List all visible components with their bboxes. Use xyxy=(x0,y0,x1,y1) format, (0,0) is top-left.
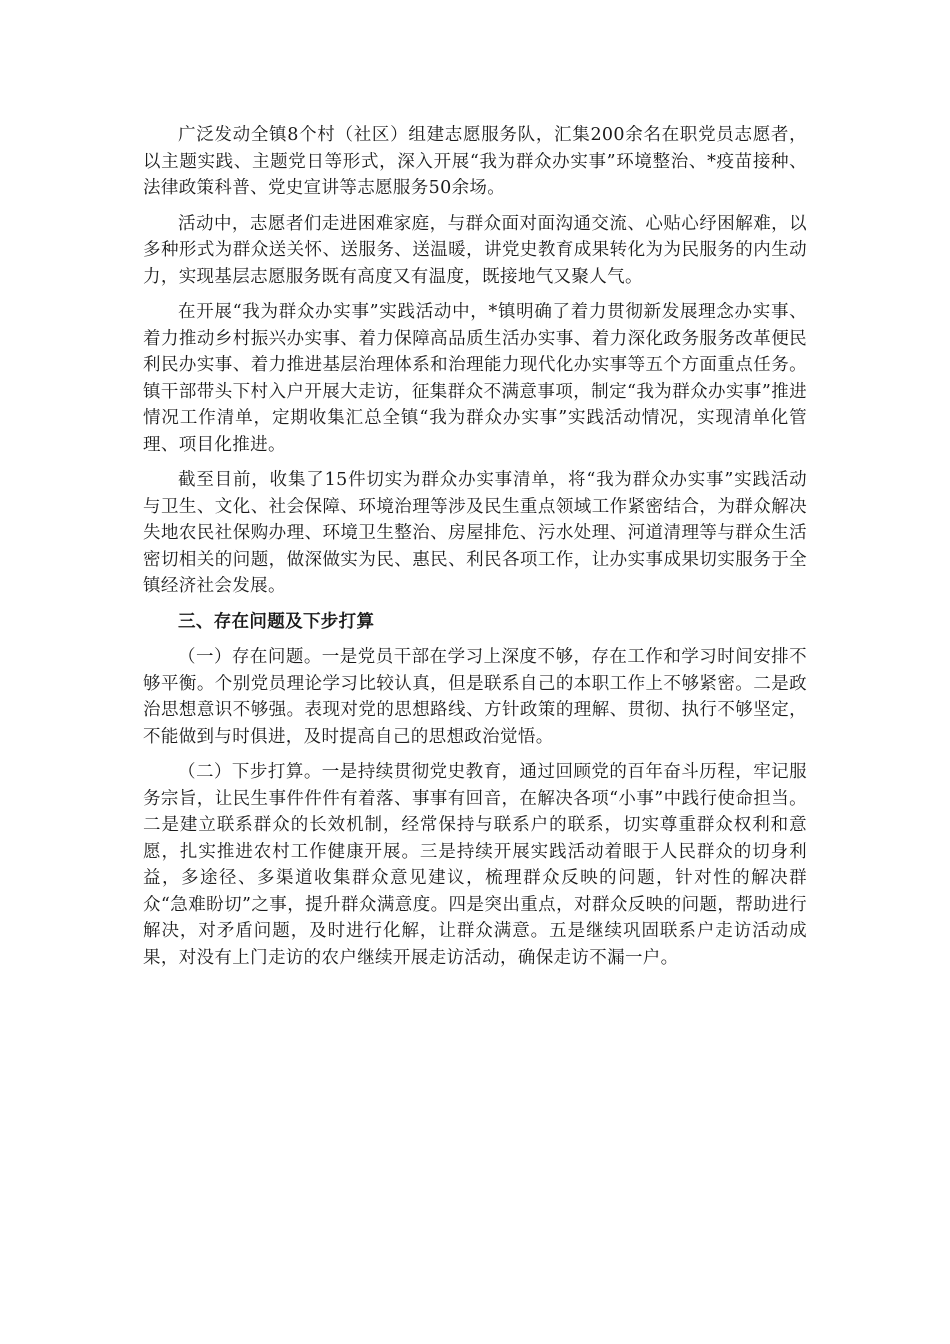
paragraph-practice-tasks: 在开展“我为群众办实事”实践活动中，*镇明确了着力贯彻新发展理念办实事、着力推动乡村振兴办实事、着力保障高品质生活办实事、着力深化政务服务改革便民利民办实事、着力推进基层治理体系和治理能力现代化办实事等五个方面重点任务。镇干部带头下村入户开展大走访，征集群众不满意事项，制定“我为群众办实事”推进情况工作清单，定期收集汇总全镇“我为群众办实事”实践活动情况，实现清单化管理、项目化推进。 xyxy=(143,302,807,455)
paragraph-next-steps: （二）下步打算。一是持续贯彻党史教育，通过回顾党的百年奋斗历程，牢记服务宗旨，让民生事件件件有着落、事事有回音，在解决各项“小事”中践行使命担当。二是建立联系群众的长效机制，经常保持与联系户的联系，切实尊重群众权利和意愿，扎实推进农村工作健康开展。三是持续开展实践活动着眼于人民群众的切身利益，多途径、多渠道收集群众意见建议，梳理群众反映的问题，针对性的解决群众“急难盼切”之事，提升群众满意度。四是突出重点，对群众反映的问题，帮助进行解决，对矛盾问题，及时进行化解，让群众满意。五是继续巩固联系户走访活动成果，对没有上门走访的农户继续开展走访活动，确保走访不漏一户。 xyxy=(143,762,807,968)
document-body xyxy=(143,122,807,980)
section-heading: 三、存在问题及下步打算 xyxy=(178,611,375,632)
paragraph-existing-problems: （一）存在问题。一是党员干部在学习上深度不够，存在工作和学习时间安排不够平衡。个别党员理论学习比较认真，但是联系自己的本职工作上不够紧密。二是政治思想意识不够强。表现对党的思想路线、方针政策的理解、贯彻、执行不够坚定，不能做到与时俱进，及时提高自己的思想政治觉悟。 xyxy=(143,647,807,747)
paragraph-progress-to-date: 截至目前，收集了15件切实为群众办实事清单，将“我为群众办实事”实践活动与卫生、文化、社会保障、环境治理等涉及民生重点领域工作紧密结合，为群众解决失地农民社保购办理、环境卫生整治、房屋排危、污水处理、河道清理等与群众生活密切相关的问题，做深做实为民、惠民、利民各项工作，让办实事成果切实服务于全镇经济社会发展。 xyxy=(143,470,807,596)
paragraph-volunteer-activities: 活动中，志愿者们走进困难家庭，与群众面对面沟通交流、心贴心纾困解难，以多种形式为群众送关怀、送服务、送温暖，讲党史教育成果转化为为民服务的内生动力，实现基层志愿服务既有高度又有温度，既接地气又聚人气。 xyxy=(143,213,807,287)
paragraph-volunteer-service: 广泛发动全镇8个村（社区）组建志愿服务队，汇集200余名在职党员志愿者，以主题实践、主题党日等形式，深入开展“我为群众办实事”环境整治、*疫苗接种、法律政策科普、党史宣讲等志愿服务50余场。 xyxy=(143,125,807,198)
